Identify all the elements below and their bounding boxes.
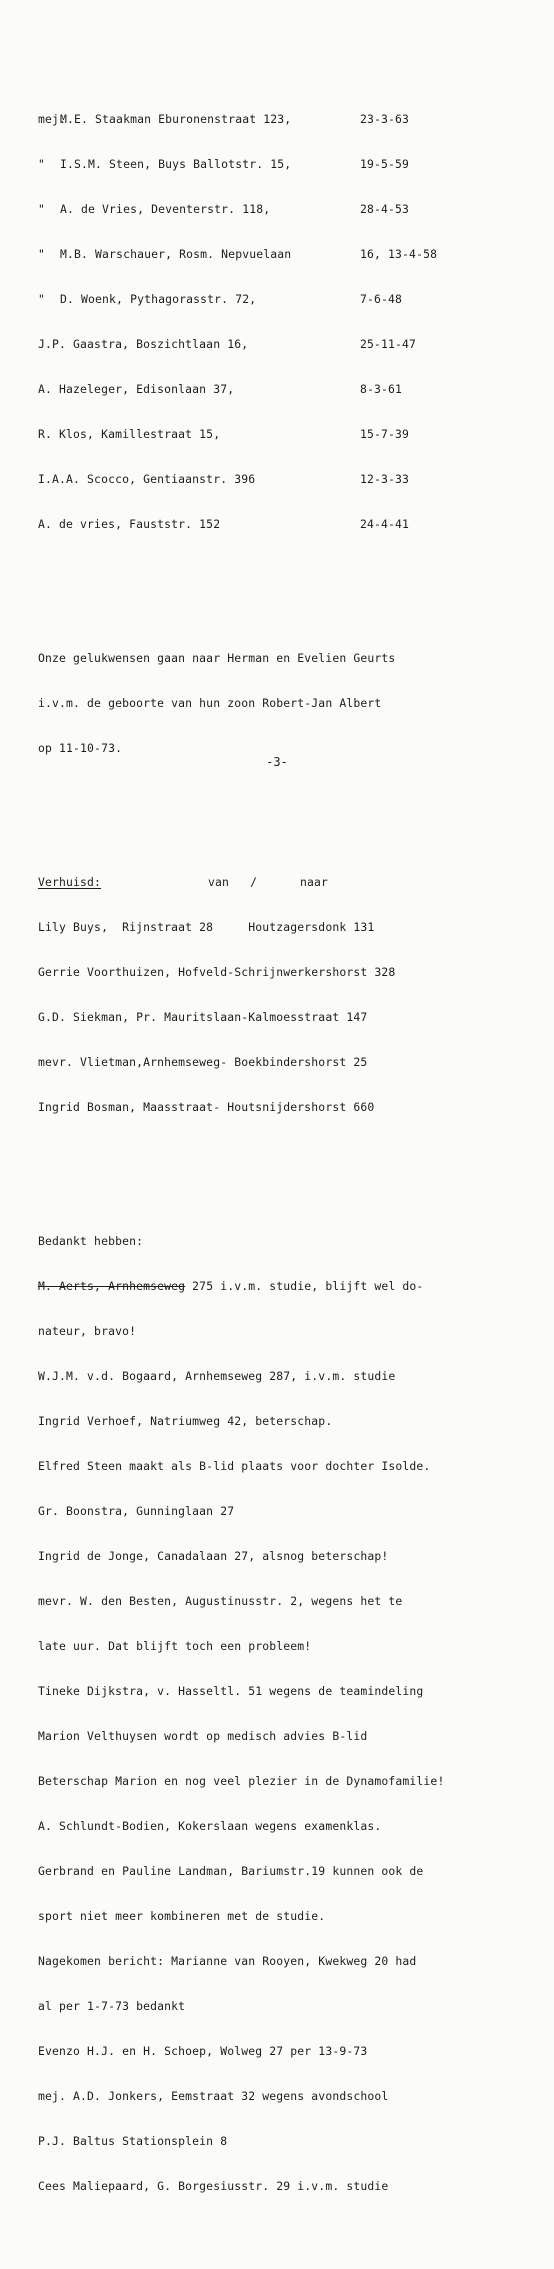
member-row bbox=[38, 472, 538, 487]
member-date: 25-11-47 bbox=[360, 337, 417, 351]
to-label: naar bbox=[300, 875, 329, 889]
struck-text: M. Aerts, Arnhemseweg bbox=[38, 1279, 186, 1293]
member-row bbox=[38, 292, 538, 307]
member-row bbox=[38, 247, 538, 262]
member-prefix: " bbox=[38, 292, 46, 306]
thanks-heading: Bedankt hebben: bbox=[38, 1234, 144, 1248]
member-text: I.A.A. Scocco, Gentiaanstr. 396 bbox=[38, 472, 256, 486]
member-text: A. Hazeleger, Edisonlaan 37, bbox=[38, 382, 235, 396]
thanks-entry: A. Schlundt-Bodien, Kokerslaan wegens examenklas. bbox=[38, 1819, 382, 1833]
member-row bbox=[38, 517, 538, 532]
member-row bbox=[38, 337, 538, 352]
member-text: J.P. Gaastra, Boszichtlaan 16, bbox=[38, 337, 249, 351]
moved-section bbox=[38, 845, 538, 1145]
thanks-entry: Tineke Dijkstra, v. Hasseltl. 51 wegens de teamindeling bbox=[38, 1684, 424, 1698]
moved-header bbox=[38, 875, 538, 890]
thanks-entry: late uur. Dat blijft toch een probleem! bbox=[38, 1639, 312, 1653]
thanks-entry: mevr. W. den Besten, Augustinusstr. 2, wegens het te bbox=[38, 1594, 403, 1608]
slash-mark: / bbox=[250, 875, 258, 889]
text-line: op 11-10-73. bbox=[38, 741, 123, 755]
moved-entry: G.D. Siekman, Pr. Mauritslaan-Kalmoesstraat 147 bbox=[38, 1010, 368, 1024]
moved-entry: Gerrie Voorthuizen, Hofveld-Schrijnwerkershorst 328 bbox=[38, 965, 396, 979]
member-text: M.E. Staakman Eburonenstraat 123, bbox=[60, 112, 292, 126]
member-prefix: " bbox=[38, 202, 46, 216]
member-date: 28-4-53 bbox=[360, 202, 410, 216]
thanks-entry: Elfred Steen maakt als B-lid plaats voor dochter Isolde. bbox=[38, 1459, 431, 1473]
member-prefix: mej. bbox=[38, 112, 67, 126]
entry-text: 275 i.v.m. studie, blijft wel do- bbox=[185, 1279, 424, 1293]
thanks-entry: P.J. Baltus Stationsplein 8 bbox=[38, 2134, 228, 2148]
member-text: R. Klos, Kamillestraat 15, bbox=[38, 427, 221, 441]
member-date: 7-6-48 bbox=[360, 292, 403, 306]
thanks-entry: Marion Velthuysen wordt op medisch advies B-lid bbox=[38, 1729, 368, 1743]
thanks-entry: Gerbrand en Pauline Landman, Bariumstr.19 kunnen ook de bbox=[38, 1864, 424, 1878]
member-row bbox=[38, 202, 538, 217]
moved-entry: mevr. Vlietman,Arnhemseweg- Boekbindershorst 25 bbox=[38, 1055, 368, 1069]
thanks-entry bbox=[38, 1279, 538, 1294]
from-label: van bbox=[208, 875, 230, 889]
member-prefix: " bbox=[38, 247, 46, 261]
moved-entry: Lily Buys, Rijnstraat 28 Houtzagersdonk 131 bbox=[38, 920, 375, 934]
page-number: -3- bbox=[266, 755, 288, 769]
thanks-entry: sport niet meer kombineren met de studie. bbox=[38, 1909, 326, 1923]
member-text: M.B. Warschauer, Rosm. Nepvuelaan bbox=[60, 247, 292, 261]
member-text: A. de Vries, Deventerstr. 118, bbox=[60, 202, 271, 216]
thanks-entry: Gr. Boonstra, Gunninglaan 27 bbox=[38, 1504, 235, 1518]
thanks-section bbox=[38, 1204, 538, 2224]
thanks-entry: Beterschap Marion en nog veel plezier in de Dynamofamilie! bbox=[38, 1774, 445, 1788]
thanks-entry: Ingrid Verhoef, Natriumweg 42, beterschap. bbox=[38, 1414, 333, 1428]
thanks-entry: W.J.M. v.d. Bogaard, Arnhemseweg 287, i.v.m. studie bbox=[38, 1369, 396, 1383]
member-date: 24-4-41 bbox=[360, 517, 410, 531]
member-date: 19-5-59 bbox=[360, 157, 410, 171]
member-row bbox=[38, 112, 538, 127]
member-date: 16, 13-4-58 bbox=[360, 247, 438, 261]
member-text: D. Woenk, Pythagorasstr. 72, bbox=[60, 292, 257, 306]
member-row bbox=[38, 382, 538, 397]
thanks-entry: Cees Maliepaard, G. Borgesiusstr. 29 i.v.m. studie bbox=[38, 2179, 389, 2193]
member-date: 12-3-33 bbox=[360, 472, 410, 486]
moved-heading: Verhuisd: bbox=[38, 875, 102, 889]
member-date: 23-3-63 bbox=[360, 112, 410, 126]
thanks-entry: Ingrid de Jonge, Canadalaan 27, alsnog beterschap! bbox=[38, 1549, 389, 1563]
thanks-entry: Nagekomen bericht: Marianne van Rooyen, Kwekweg 20 had bbox=[38, 1954, 417, 1968]
member-prefix: " bbox=[38, 157, 46, 171]
thanks-entry: Evenzo H.J. en H. Schoep, Wolweg 27 per 13-9-73 bbox=[38, 2044, 368, 2058]
member-list bbox=[38, 82, 538, 562]
member-date: 8-3-61 bbox=[360, 382, 403, 396]
member-text: A. de vries, Fauststr. 152 bbox=[38, 517, 221, 531]
member-row bbox=[38, 427, 538, 442]
document-body bbox=[38, 37, 538, 2269]
member-row bbox=[38, 157, 538, 172]
thanks-entry: al per 1-7-73 bedankt bbox=[38, 1999, 186, 2013]
text-line: i.v.m. de geboorte van hun zoon Robert-Jan Albert bbox=[38, 696, 382, 710]
moved-entry: Ingrid Bosman, Maasstraat- Houtsnijdershorst 660 bbox=[38, 1100, 375, 1114]
thanks-entry: nateur, bravo! bbox=[38, 1324, 137, 1338]
thanks-entry: mej. A.D. Jonkers, Eemstraat 32 wegens avondschool bbox=[38, 2089, 389, 2103]
member-text: I.S.M. Steen, Buys Ballotstr. 15, bbox=[60, 157, 292, 171]
text-line: Onze gelukwensen gaan naar Herman en Evelien Geurts bbox=[38, 651, 396, 665]
member-date: 15-7-39 bbox=[360, 427, 410, 441]
